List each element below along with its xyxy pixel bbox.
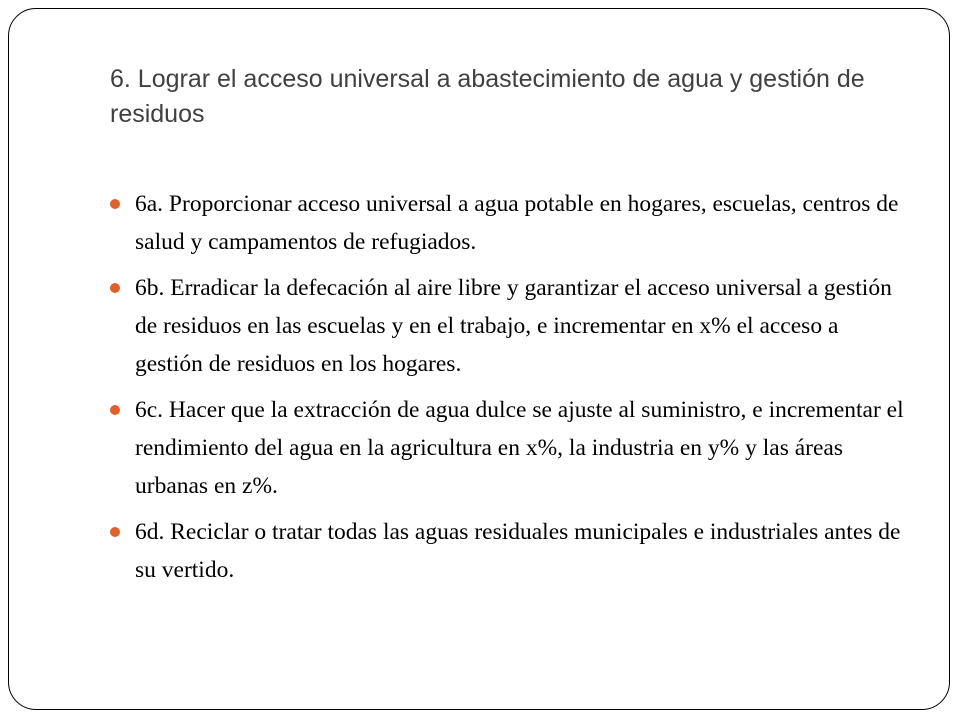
bullet-text: 6a. Proporcionar acceso universal a agua potable en hogares, escuelas, centros de salud y campamentos de refugiados. — [135, 191, 899, 255]
bullet-text: 6c. Hacer que la extracción de agua dulce se ajuste al suministro, e incrementar el rendimiento del agua en la agricultura en x%, la industria en y% y las áreas urbanas en z%. — [135, 397, 904, 499]
bullet-dot-icon — [110, 405, 120, 415]
bullet-list — [110, 185, 910, 597]
bullet-item-6d — [110, 513, 910, 589]
bullet-text: 6d. Reciclar o tratar todas las aguas residuales municipales e industriales antes de su vertido. — [135, 519, 901, 583]
bullet-item-6a — [110, 185, 910, 261]
bullet-dot-icon — [110, 527, 120, 537]
bullet-item-6b — [110, 269, 910, 383]
bullet-item-6c — [110, 391, 910, 505]
slide-title: 6. Lograr el acceso universal a abastecimiento de agua y gestión de residuos — [110, 65, 865, 128]
bullet-dot-icon — [110, 199, 120, 209]
bullet-text: 6b. Erradicar la defecación al aire libre y garantizar el acceso universal a gestión de residuos en las escuelas y en el trabajo, e incrementar en x% el acceso a gestión de residuos en los hogares. — [135, 275, 892, 377]
bullet-dot-icon — [110, 283, 120, 293]
